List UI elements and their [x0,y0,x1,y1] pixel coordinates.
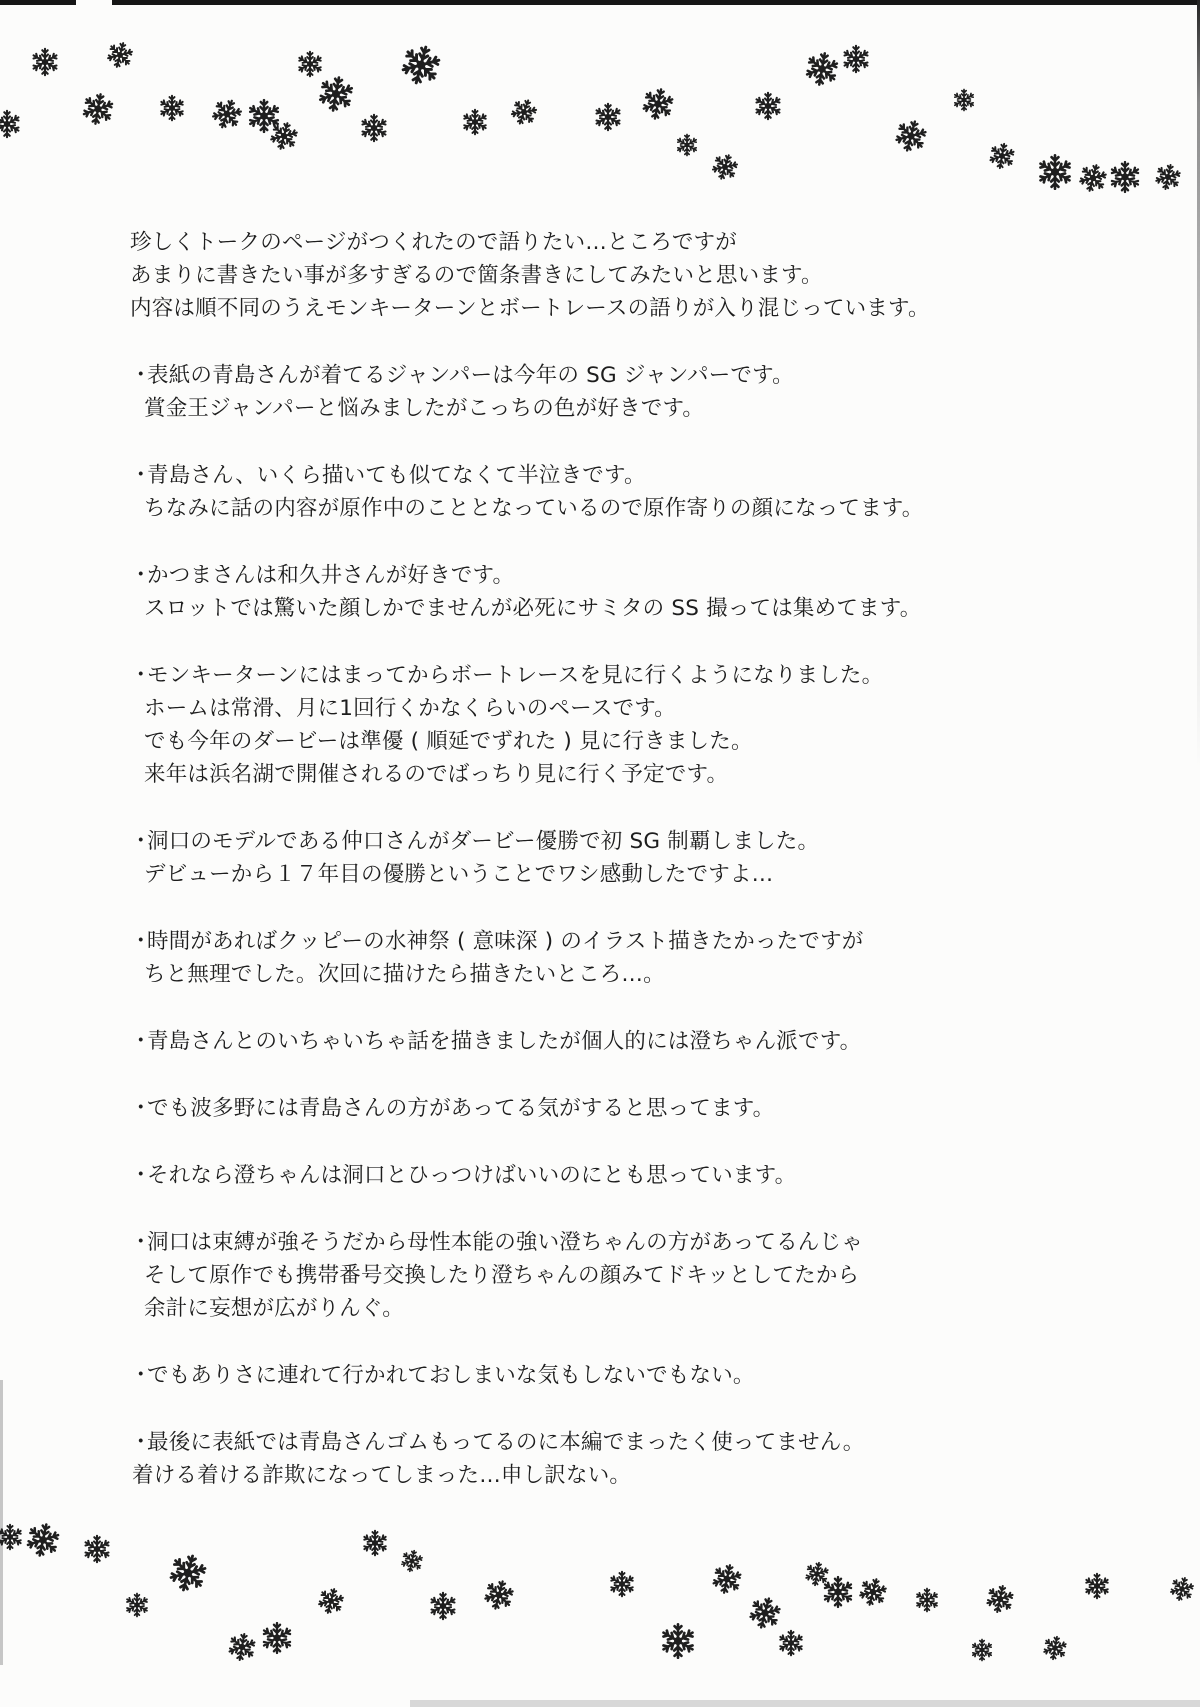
bullet-continuation-line: 余計に妄想が広がりんぐ。 [144,1296,404,1321]
bullet-line [130,459,1140,492]
bullet-item [130,1426,1140,1492]
snowflake-icon [22,1519,65,1562]
bullet-marker: ・ [130,929,152,954]
bullet-line [130,1426,1140,1459]
snowflake-icon [1083,1572,1111,1600]
scan-artifact-top-notch [76,0,112,5]
bullet-text: モンキーターンにはまってからボートレースを見に行くようになりました。 [147,663,884,688]
bullet-line [130,559,1140,592]
bullet-line [130,1025,1140,1058]
bullet-item [130,559,1140,625]
bullet-marker: ・ [130,1163,152,1188]
bullet-line [130,659,1140,692]
bullet-line [130,1159,1140,1192]
snowflake-icon [479,1575,518,1614]
bullet-continuation-line: 着ける着ける詐欺になってしまった…申し訳ない。 [132,1463,632,1488]
snowflake-icon [821,1575,855,1609]
bullet-line [130,1226,1140,1259]
snowflake-icon [395,39,446,90]
snowflake-icon [753,91,783,121]
bullet-text: 洞口は束縛が強そうだから母性本能の強い澄ちゃんの方があってるんじゃ [147,1230,863,1255]
snowflake-icon [801,48,843,90]
bullet-continuation-line: ちなみに話の内容が原作中のこととなっているので原作寄りの顔になってます。 [144,496,924,521]
bullet-continuation-line: 賞金王ジャンパーと悩みましたがこっちの色が好きです。 [144,396,705,421]
bullet-marker: ・ [130,563,152,588]
bullet-marker: ・ [130,1230,152,1255]
snowflake-icon [82,1534,112,1564]
bullet-marker: ・ [130,663,152,688]
bullet-continuation-line: スロットでは驚いた顔しかでませんが必死にサミタの SS 撮っては集めてます。 [144,596,922,621]
snowflake-icon [855,1574,892,1611]
snowflake-icon [608,1570,636,1598]
bullet-continuation-line: 来年は浜名湖で開催されるのでばっちり見に行く予定です。 [144,762,729,787]
bullet-text: 青島さんとのいちゃいちゃ話を描きましたが個人的には澄ちゃん派です。 [147,1029,862,1054]
snowflake-icon [0,1523,24,1551]
snowflake-icon [78,89,117,128]
bullet-marker: ・ [130,829,152,854]
snowflake-icon [314,72,358,116]
snowflake-icon [1040,1633,1070,1663]
bullet-marker: ・ [130,1363,152,1388]
scan-artifact-bottom-edge [410,1700,1200,1707]
snowflake-icon [1151,160,1184,193]
snowflake-icon [225,1630,260,1665]
bullet-item [130,1359,1140,1392]
snowflake-icon [914,1587,940,1613]
bullet-text: でもありさに連れて行かれておしまいな気もしないでもない。 [147,1363,755,1388]
bullet-marker: ・ [130,363,152,388]
bullet-text: 表紙の青島さんが着てるジャンパーは今年の SG ジャンパーです。 [147,363,794,388]
snowflake-icon [314,1584,348,1618]
intro-paragraph [130,226,1140,325]
snowflake-icon [1036,153,1074,191]
bullet-marker: ・ [130,1430,152,1455]
snowflake-icon [461,108,489,136]
snowflake-icon [30,47,60,77]
bullet-continuation-line: ちと無理でした。次回に描けたら描きたいところ…。 [144,962,665,987]
snowflake-icon [986,140,1018,172]
snowflake-icon [164,1549,213,1598]
bullet-continuation-line: ホームは常滑、月に1回行くかなくらいのペースです。 [144,696,676,721]
intro-line: あまりに書きたい事が多すぎるので箇条書きにしてみたいと思います。 [130,263,823,288]
bullet-list [130,359,1140,1492]
bullet-text: 時間があればクッピーの水神祭 ( 意味深 ) のイラスト描きたかったですが [147,929,864,954]
bullet-item [130,659,1140,791]
snowflake-icon [952,88,976,112]
snowflake-icon [841,44,871,74]
bullet-marker: ・ [130,1096,152,1121]
snowflake-icon [1108,160,1142,194]
snowflake-icon [361,1529,389,1557]
bullet-line [130,925,1140,958]
snowflake-icon [659,1622,697,1660]
talk-text [130,226,1140,1492]
snowflake-icon [708,1560,746,1598]
bullet-text: かつまさんは和久井さんが好きです。 [147,563,515,588]
bullet-continuation-line: デビューから１７年目の優勝ということでワシ感動したですよ… [144,862,774,887]
snowflake-icon [103,38,137,72]
intro-line: 珍しくトークのページがつくれたので語りたい…ところですが [130,230,737,255]
snowflake-icon [206,93,247,134]
snowflake-icon [1075,160,1112,197]
snowflake-icon [982,1581,1018,1617]
snowflake-icon [0,109,22,139]
snowflake-icon [398,1547,426,1575]
bullet-item [130,1226,1140,1325]
bullet-line [130,825,1140,858]
snowflake-icon [744,1592,786,1634]
bullet-text: 青島さん、いくら描いても似てなくて半泣きです。 [147,463,646,488]
bullet-item [130,1092,1140,1125]
bullet-item [130,925,1140,991]
snowflake-icon [1166,1573,1198,1605]
snowflake-icon [593,102,623,132]
snowflake-icon [675,133,699,157]
bullet-text: 最後に表紙では青島さんゴムもってるのに本編でまったく使ってません。 [147,1430,865,1455]
snowflake-icon [970,1638,994,1662]
scan-artifact-top-edge [0,0,1200,5]
snowflake-icon [266,118,303,155]
bullet-marker: ・ [130,1029,152,1054]
bullet-item [130,1025,1140,1058]
snowflake-icon [707,149,742,184]
intro-line: 内容は順不同のうえモンキーターンとボートレースの語りが入り混じっています。 [130,296,930,321]
bullet-text: 洞口のモデルである仲口さんがダービー優勝で初 SG 制覇しました。 [147,829,820,854]
snowflake-icon [359,113,389,143]
snowflake-icon [158,94,186,122]
snowflake-icon [638,84,678,124]
bullet-continuation-line: そして原作でも携帯番号交換したり澄ちゃんの顔みてドキッとしてたから [144,1263,860,1288]
bullet-item [130,1159,1140,1192]
bullet-item [130,459,1140,525]
bullet-text: でも波多野には青島さんの方があってる気がすると思ってます。 [147,1096,775,1121]
snowflake-icon [890,115,932,157]
bullet-line [130,1359,1140,1392]
snowflake-icon [260,1621,294,1655]
bullet-marker: ・ [130,463,152,488]
snowflake-icon [777,1629,805,1657]
bullet-line [130,1092,1140,1125]
snowflake-icon [506,94,542,130]
bullet-line [130,359,1140,392]
bullet-item [130,825,1140,891]
bullet-item [130,359,1140,425]
snowflake-icon [124,1592,150,1618]
bullet-text: それなら澄ちゃんは洞口とひっつけばいいのにとも思っています。 [147,1163,797,1188]
bullet-continuation-line: でも今年のダービーは準優 ( 順延でずれた ) 見に行きました。 [144,729,753,754]
snowflake-icon [428,1591,458,1621]
